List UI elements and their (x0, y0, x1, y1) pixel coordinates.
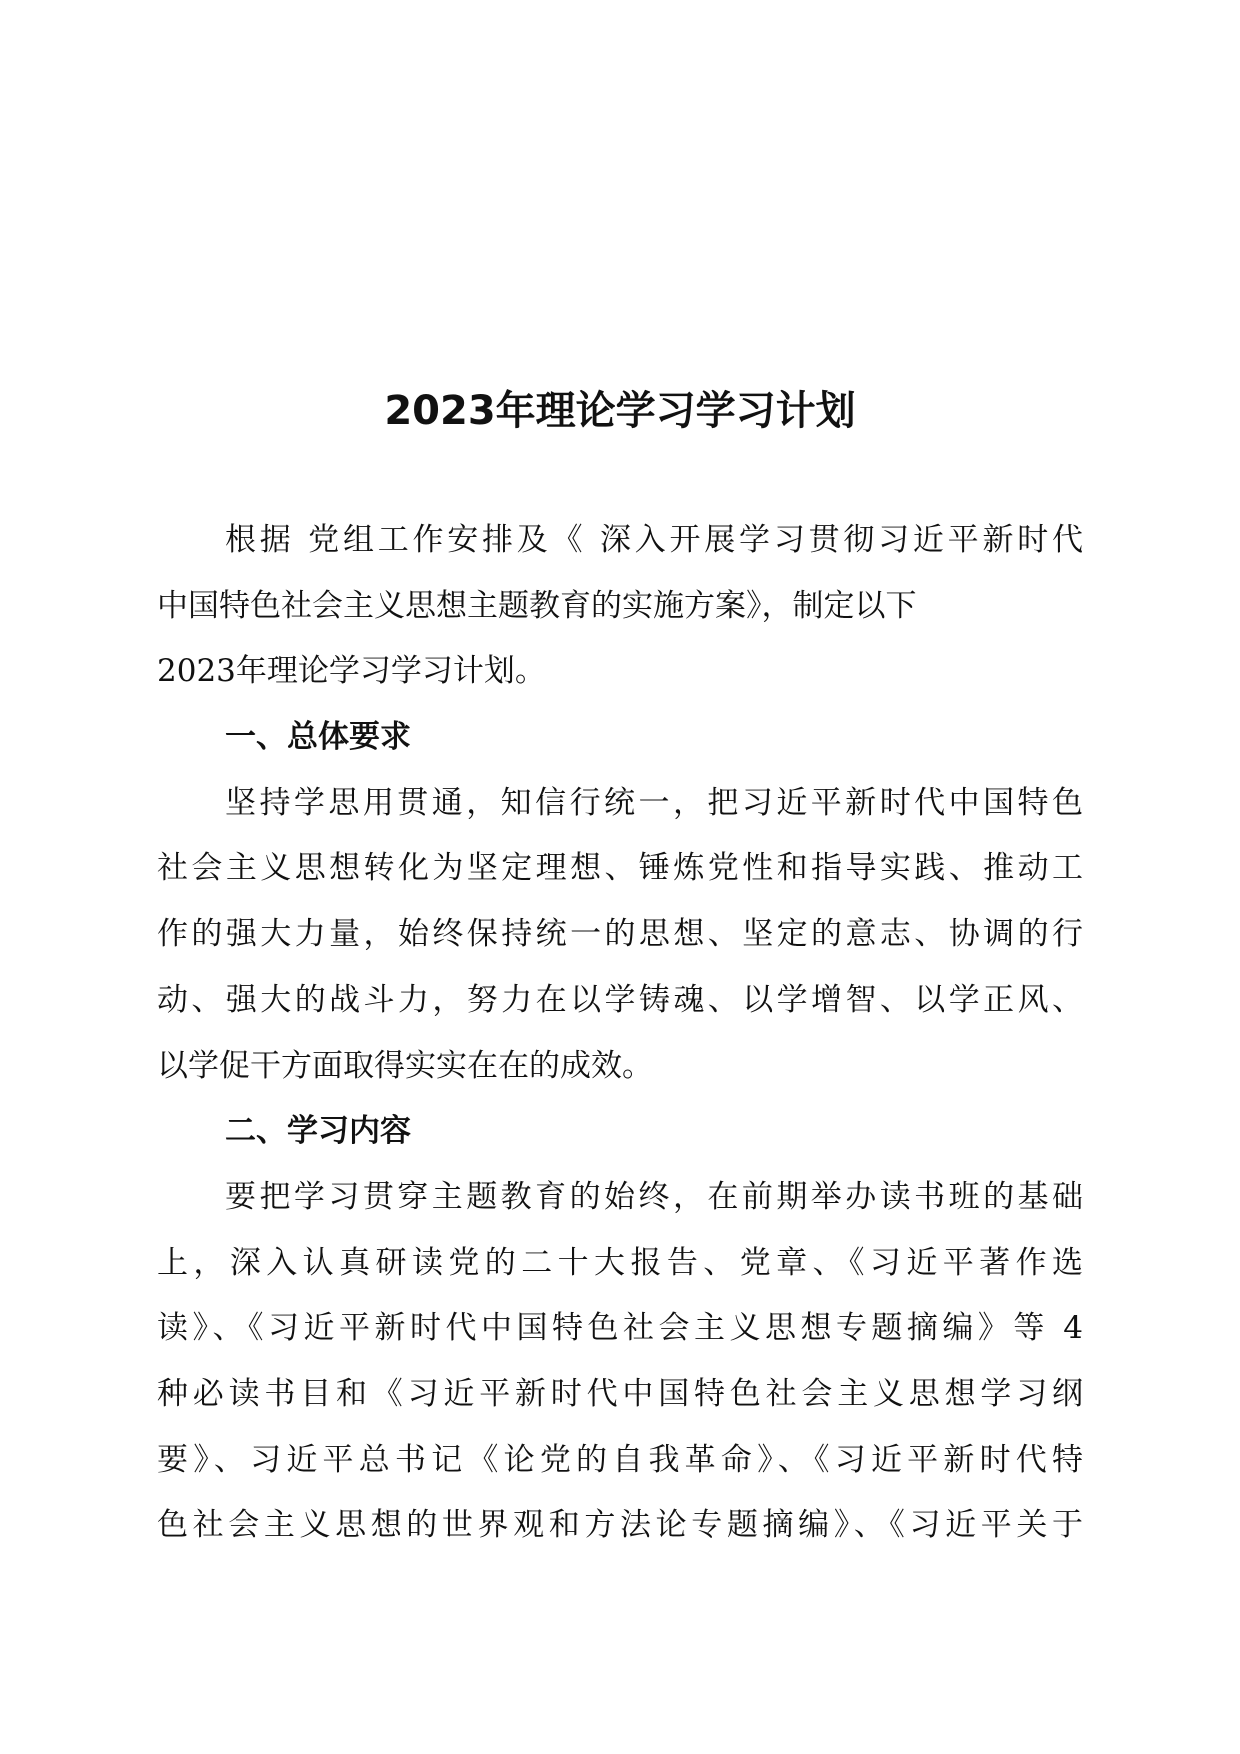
text-line: 2023年理论学习学习计划。 (157, 653, 546, 690)
text-line: 根据 党组工作安排及《 深入开展学习贯彻习近平新时代 (225, 522, 1083, 558)
text-line: 上，深入认真研读党的二十大报告、党章、《习近平著作选 (157, 1244, 1083, 1281)
text-line: 以学促干方面取得实实在在的成效。 (157, 1047, 653, 1084)
text-line: 要》、习近平总书记《论党的自我革命》、《习近平新时代特 (157, 1441, 1083, 1478)
document-body (157, 508, 1083, 1559)
text-line: 种必读书目和《习近平新时代中国特色社会主义思想学习纲 (157, 1375, 1083, 1412)
text-line: 色社会主义思想的世界观和方法论专题摘编》、《习近平关于 (157, 1507, 1083, 1544)
text-line: 坚持学思用贯通，知信行统一，把习近平新时代中国特色 (225, 784, 1083, 821)
text-line: 中国特色社会主义思想主题教育的实施方案》，制定以下 (157, 587, 917, 624)
section-heading: 一、总体要求 (225, 719, 411, 756)
section-heading: 二、学习内容 (225, 1113, 411, 1150)
text-line: 作的强大力量，始终保持统一的思想、坚定的意志、协调的行 (157, 916, 1083, 953)
text-line: 动、强大的战斗力，努力在以学铸魂、以学增智、以学正风、 (157, 981, 1083, 1018)
text-line: 读》、《习近平新时代中国特色社会主义思想专题摘编》等 4 (157, 1310, 1083, 1347)
text-line: 要把学习贯穿主题教育的始终，在前期举办读书班的基础 (225, 1178, 1083, 1215)
document-title: 2023年理论学习学习计划 (384, 388, 856, 434)
text-line: 社会主义思想转化为坚定理想、锤炼党性和指导实践、推动工 (157, 850, 1083, 887)
